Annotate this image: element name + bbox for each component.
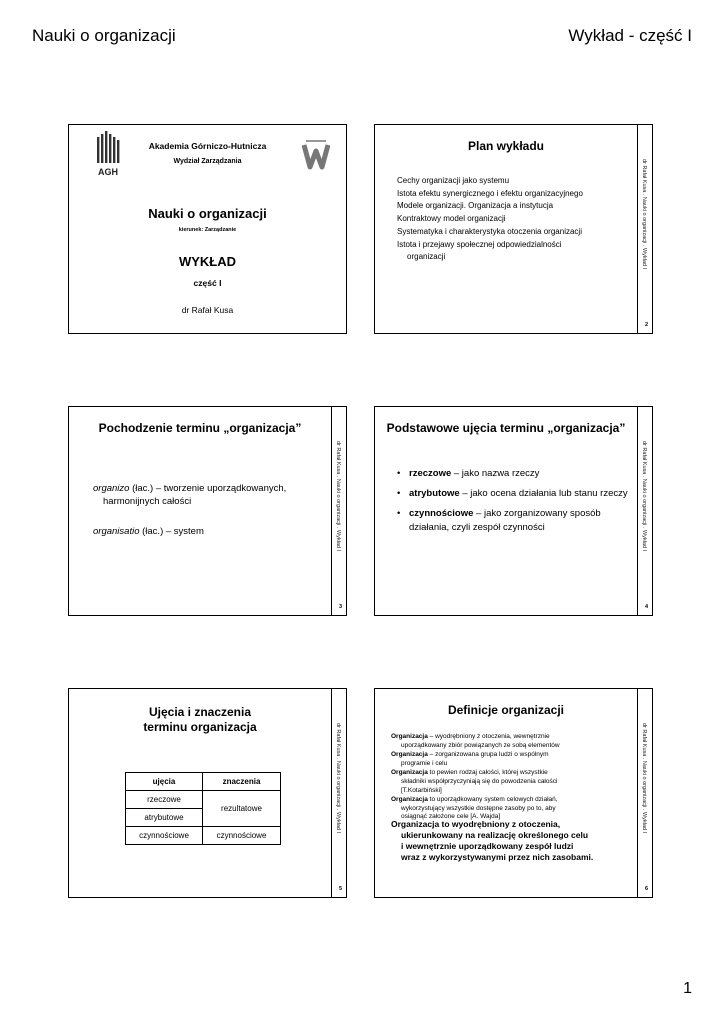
slide-title: Plan wykładu (467, 139, 545, 153)
institution-name: Akademia Górniczo-Hutnicza (148, 141, 267, 151)
definition-text: (łac.) – system (139, 526, 204, 537)
term-description: – jako ocena działania lub stanu rzeczy (459, 488, 628, 499)
term: Organizacja (391, 769, 428, 777)
definition-continuation: programie i celu (401, 759, 448, 767)
table-header: znaczenia (203, 773, 281, 791)
lecture-part: część I (193, 278, 222, 288)
department-name: Wydział Zarządzania (173, 158, 242, 165)
table-cell: czynnościowe (126, 827, 203, 845)
latin-term: organisatio (93, 526, 140, 537)
list-item: Kontraktowy model organizacji (397, 214, 506, 224)
definition-continuation: osiągnąć założone cele [A. Wajda] (401, 813, 501, 821)
definition-continuation: harmonijnych całości (103, 495, 192, 507)
slide-number: 6 (644, 886, 648, 892)
slide-4 (374, 406, 653, 616)
side-strip (637, 125, 652, 333)
lecture-label: WYKŁAD (178, 254, 237, 269)
slide-3 (68, 406, 347, 616)
definition-text: – zorganizowana grupa ludzi o wspólnym (427, 751, 549, 759)
definition-continuation: uporządkowany zbiór powiązanych ze sobą elementów (401, 741, 560, 749)
list-item (391, 769, 631, 795)
list-item (391, 733, 631, 750)
list-item (397, 507, 631, 535)
definition-organizo (93, 483, 323, 508)
table-cell-merged: rezultatowe (203, 791, 281, 827)
list-item (397, 239, 631, 264)
summary-line: Organizacja to wyodrębniony z otoczenia, (391, 819, 561, 829)
table-cell: czynnościowe (203, 827, 281, 845)
plan-list (397, 175, 631, 264)
table-cell: rzeczowe (126, 791, 203, 809)
side-caption: dr Rafał Kusa . Nauki o organizacji . Wykład I (335, 441, 341, 551)
summary-line: ukierunkowany na realizację określonego celu (401, 830, 589, 840)
term-description: – jako zorganizowany sposób działania, czyli zespół czynności (409, 508, 601, 533)
slide-1 (68, 124, 347, 334)
svg-text:AGH: AGH (98, 167, 118, 177)
table-cell: atrybutowe (126, 809, 203, 827)
slide-title (69, 705, 331, 735)
summary-line: i wewnętrznie uporządkowany zespół ludzi (401, 841, 574, 851)
side-caption: dr Rafał Kusa . Nauki o organizacji . Wykład I (641, 723, 647, 833)
list-item: Istota efektu synergicznego i efektu organizacyjnego (397, 188, 583, 198)
author-name: dr Rafał Kusa (181, 305, 234, 315)
slide-title: Pochodzenie terminu „organizacja” (98, 421, 302, 435)
field-of-study: kierunek: Zarządzanie (178, 227, 237, 233)
slide-number: 4 (644, 604, 648, 610)
page-header-title: Nauki o organizacji (32, 26, 176, 45)
term: rzeczowe (409, 468, 452, 479)
definition-text: to uporządkowany system celowych działań, (427, 796, 558, 804)
slide-title: Definicje organizacji (447, 703, 565, 717)
latin-term: organizo (93, 483, 130, 494)
definition-organisatio (93, 526, 323, 537)
definition-continuation: [T.Kotarbiński] (401, 786, 442, 794)
definitions-list (391, 733, 631, 823)
list-item-text: Istota i przejawy społecznej odpowiedzialności (397, 239, 562, 249)
slide-2 (374, 124, 653, 334)
title-line: terminu organizacja (143, 720, 257, 734)
slide-5 (68, 688, 347, 898)
term: Organizacja (391, 751, 428, 759)
definition-text: to pewien rodzaj całości, której wszystkie (427, 769, 548, 777)
term: atrybutowe (409, 488, 460, 499)
list-item (391, 751, 631, 768)
title-line: Ujęcia i znaczenia (148, 705, 252, 719)
slide-number: 2 (644, 322, 648, 328)
list-item (397, 467, 631, 481)
term: czynnościowe (409, 508, 474, 519)
list-item: Modele organizacji. Organizacja a instytucja (397, 201, 554, 211)
side-strip (331, 407, 346, 615)
page-header-subtitle: Wykład - część I (568, 26, 692, 45)
meanings-table (125, 772, 281, 845)
side-strip (637, 407, 652, 615)
slide-title: Podstawowe ujęcia terminu „organizacja” (386, 421, 626, 435)
slide-number: 5 (338, 886, 342, 892)
list-item-continuation: organizacji (407, 252, 446, 262)
list-item (397, 487, 631, 501)
list-item: Cechy organizacji jako systemu (397, 176, 510, 185)
bullet-icon: • (397, 468, 401, 479)
summary-definition (391, 819, 631, 863)
side-caption: dr Rafał Kusa . Nauki o organizacji . Wykład I (641, 441, 647, 551)
side-caption: dr Rafał Kusa . Nauki o organizacji . Wykład I (335, 723, 341, 833)
slide-6 (374, 688, 653, 898)
side-strip (331, 689, 346, 897)
definition-text: – wyodrębniony z otoczenia, wewnętrznie (427, 733, 550, 740)
list-item: Systematyka i charakterystyka otoczenia organizacji (397, 226, 582, 236)
term-description: – jako nazwa rzeczy (451, 468, 540, 479)
course-title: Nauki o organizacji (148, 206, 267, 221)
side-strip (637, 689, 652, 897)
term: Organizacja (391, 733, 428, 740)
page-number: 1 (683, 980, 692, 997)
definition-continuation: składniki współprzyczyniają się do powodzenia całości (401, 777, 558, 785)
bullet-list (397, 467, 631, 541)
table-header: ujęcia (126, 773, 203, 791)
bullet-icon: • (397, 508, 401, 519)
term: Organizacja (391, 796, 428, 804)
bullet-icon: • (397, 488, 401, 499)
definition-continuation: wykorzystujący wszystkie dostępne zasoby po to, aby (401, 804, 556, 812)
side-caption: dr Rafał Kusa . Nauki o organizacji . Wykład I (641, 159, 647, 269)
summary-line: wraz z wykorzystywanymi przez nich zasobami. (401, 852, 594, 862)
slide-number: 3 (338, 604, 342, 610)
definition-text: (łac.) – tworzenie uporządkowanych, (129, 483, 287, 494)
agh-logo-icon (93, 131, 123, 179)
